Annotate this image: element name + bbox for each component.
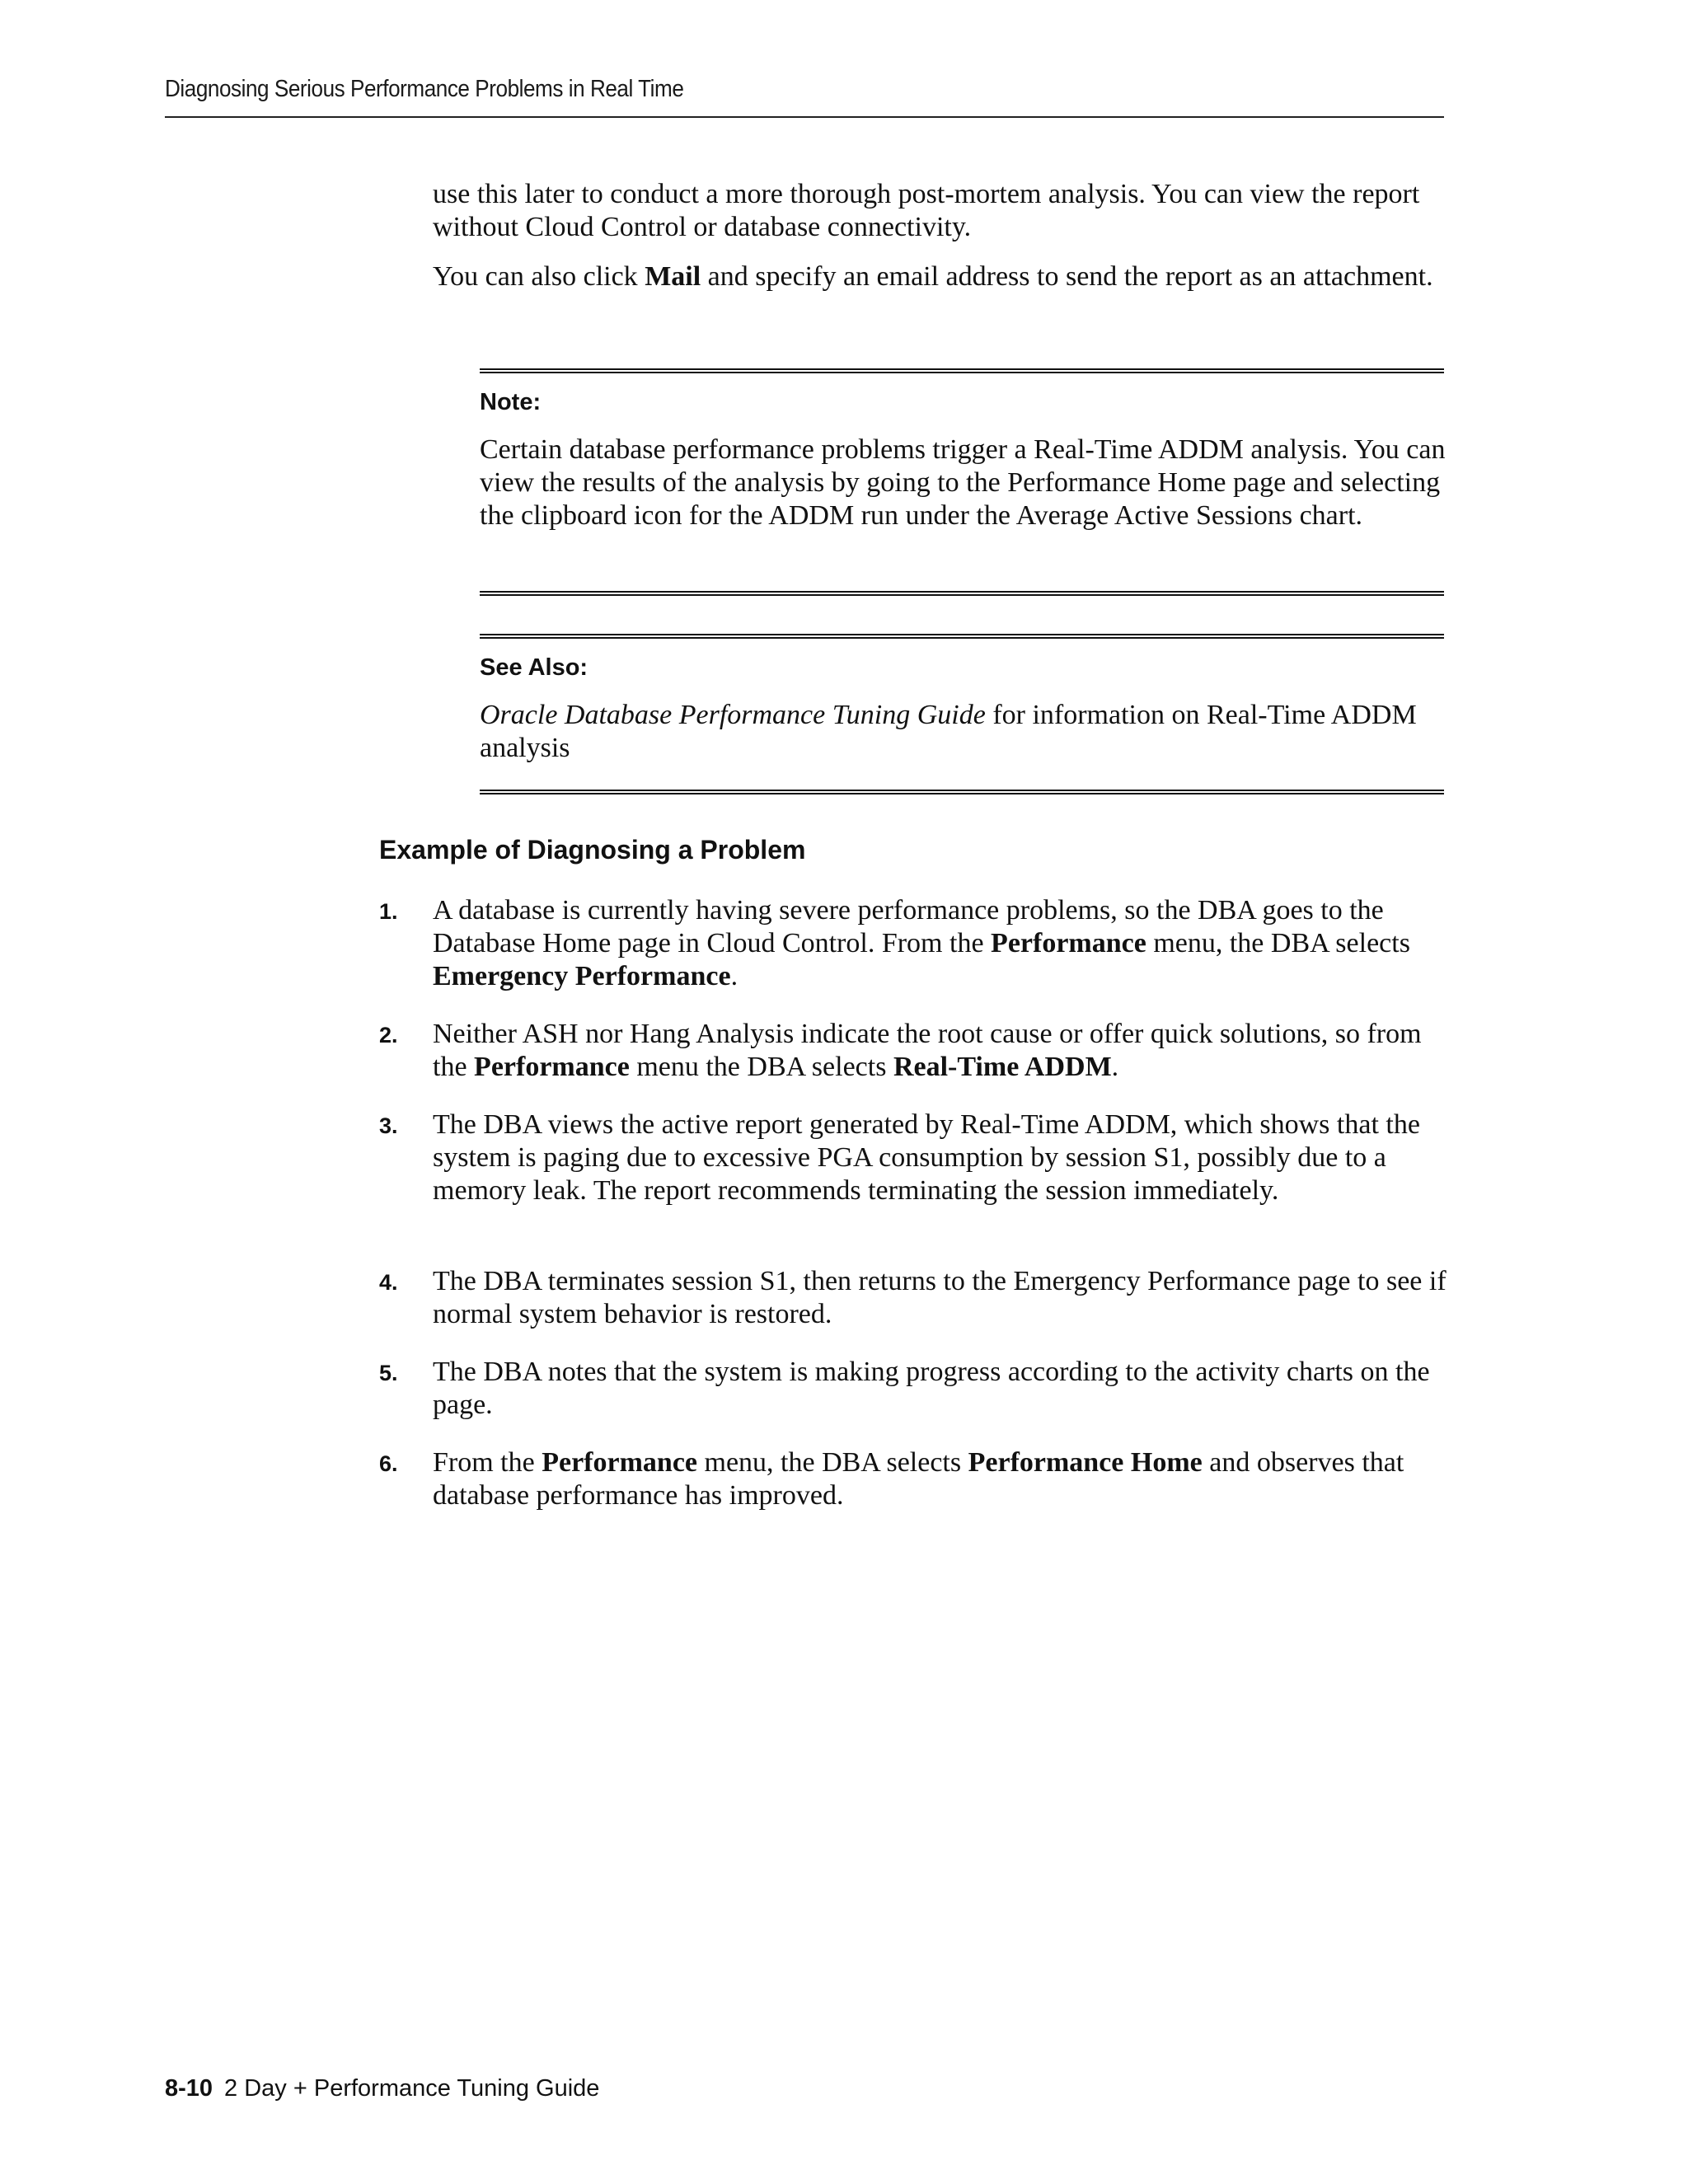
step-text: The DBA notes that the system is making progress according to the activity charts on the page. — [433, 1357, 1430, 1420]
note-box — [480, 368, 1444, 599]
performance-home-term: Performance Home — [968, 1447, 1203, 1478]
step-text-part: and observes that database performance has improved. — [433, 1447, 1404, 1511]
step-text-part: From the — [433, 1447, 542, 1478]
step-text: The DBA views the active report generated by Real-Time ADDM, which shows that the system is paging due to excessive PGA consumption by session S1, possibly due to a memory leak. The report recommends terminating the session immediately. — [433, 1109, 1420, 1206]
real-time-addm-term: Real-Time ADDM — [893, 1052, 1112, 1082]
running-header: Diagnosing Serious Performance Problems in Real Time — [165, 76, 684, 102]
step-number: 3. — [379, 1113, 398, 1138]
step-number: 2. — [379, 1023, 398, 1047]
step-number: 6. — [379, 1451, 398, 1476]
step-number: 5. — [379, 1361, 398, 1385]
performance-menu-term: Performance — [474, 1052, 630, 1082]
step-number: 4. — [379, 1270, 398, 1295]
intro-paragraph-2-text-a: You can also click — [433, 261, 645, 292]
section-heading: Example of Diagnosing a Problem — [379, 835, 806, 865]
step-text-part: menu, the DBA selects — [697, 1447, 968, 1478]
header-rule — [165, 116, 1444, 118]
performance-menu-term: Performance — [991, 928, 1146, 958]
note-top-rule — [480, 368, 1444, 373]
intro-paragraph-2 — [433, 260, 1451, 293]
step-text-part: menu the DBA selects — [629, 1052, 893, 1082]
step-number: 1. — [379, 899, 398, 924]
step-text — [433, 894, 1447, 993]
emergency-performance-term: Emergency Performance — [433, 961, 731, 991]
step-text-part: A database is currently having severe performance problems, so the DBA goes to the Database Home page in Cloud Control. From the — [433, 895, 1384, 958]
step-text-part: . — [730, 961, 738, 991]
see-also-text-rest: for information on Real-Time ADDM analysis — [480, 700, 1417, 763]
note-bottom-rule — [480, 591, 1444, 596]
step-text — [433, 1018, 1447, 1084]
step-text — [433, 1446, 1447, 1512]
page-number: 8-10 — [165, 2075, 213, 2102]
note-text: Certain database performance problems trigger a Real-Time ADDM analysis. You can view the results of the analysis by going to the Performance Home page and selecting the clipboard icon for the ADDM run under the Average Active Sessions chart. — [480, 434, 1446, 531]
see-also-heading: See Also: — [480, 654, 588, 681]
see-also-text — [480, 699, 1448, 765]
page-footer — [165, 2075, 599, 2102]
see-also-bottom-rule — [480, 790, 1444, 794]
intro-paragraph-2-text-b: and specify an email address to send the report as an attachment. — [701, 261, 1433, 292]
note-heading: Note: — [480, 389, 542, 415]
mail-term: Mail — [645, 261, 701, 292]
step-text-part: Neither ASH nor Hang Analysis indicate the root cause or offer quick solutions, so from the — [433, 1019, 1422, 1082]
see-also-top-rule — [480, 634, 1444, 639]
step-text-part: . — [1111, 1052, 1119, 1082]
step-text-part: menu, the DBA selects — [1146, 928, 1410, 958]
performance-menu-term: Performance — [542, 1447, 697, 1478]
book-title: 2 Day + Performance Tuning Guide — [224, 2075, 600, 2102]
see-also-box — [480, 634, 1444, 799]
see-also-guide-title: Oracle Database Performance Tuning Guide — [480, 700, 986, 730]
intro-paragraph-1: use this later to conduct a more thorough post-mortem analysis. You can view the report without Cloud Control or database connectivity. — [433, 179, 1420, 242]
step-text: The DBA terminates session S1, then returns to the Emergency Performance page to see if normal system behavior is restored. — [433, 1266, 1447, 1329]
